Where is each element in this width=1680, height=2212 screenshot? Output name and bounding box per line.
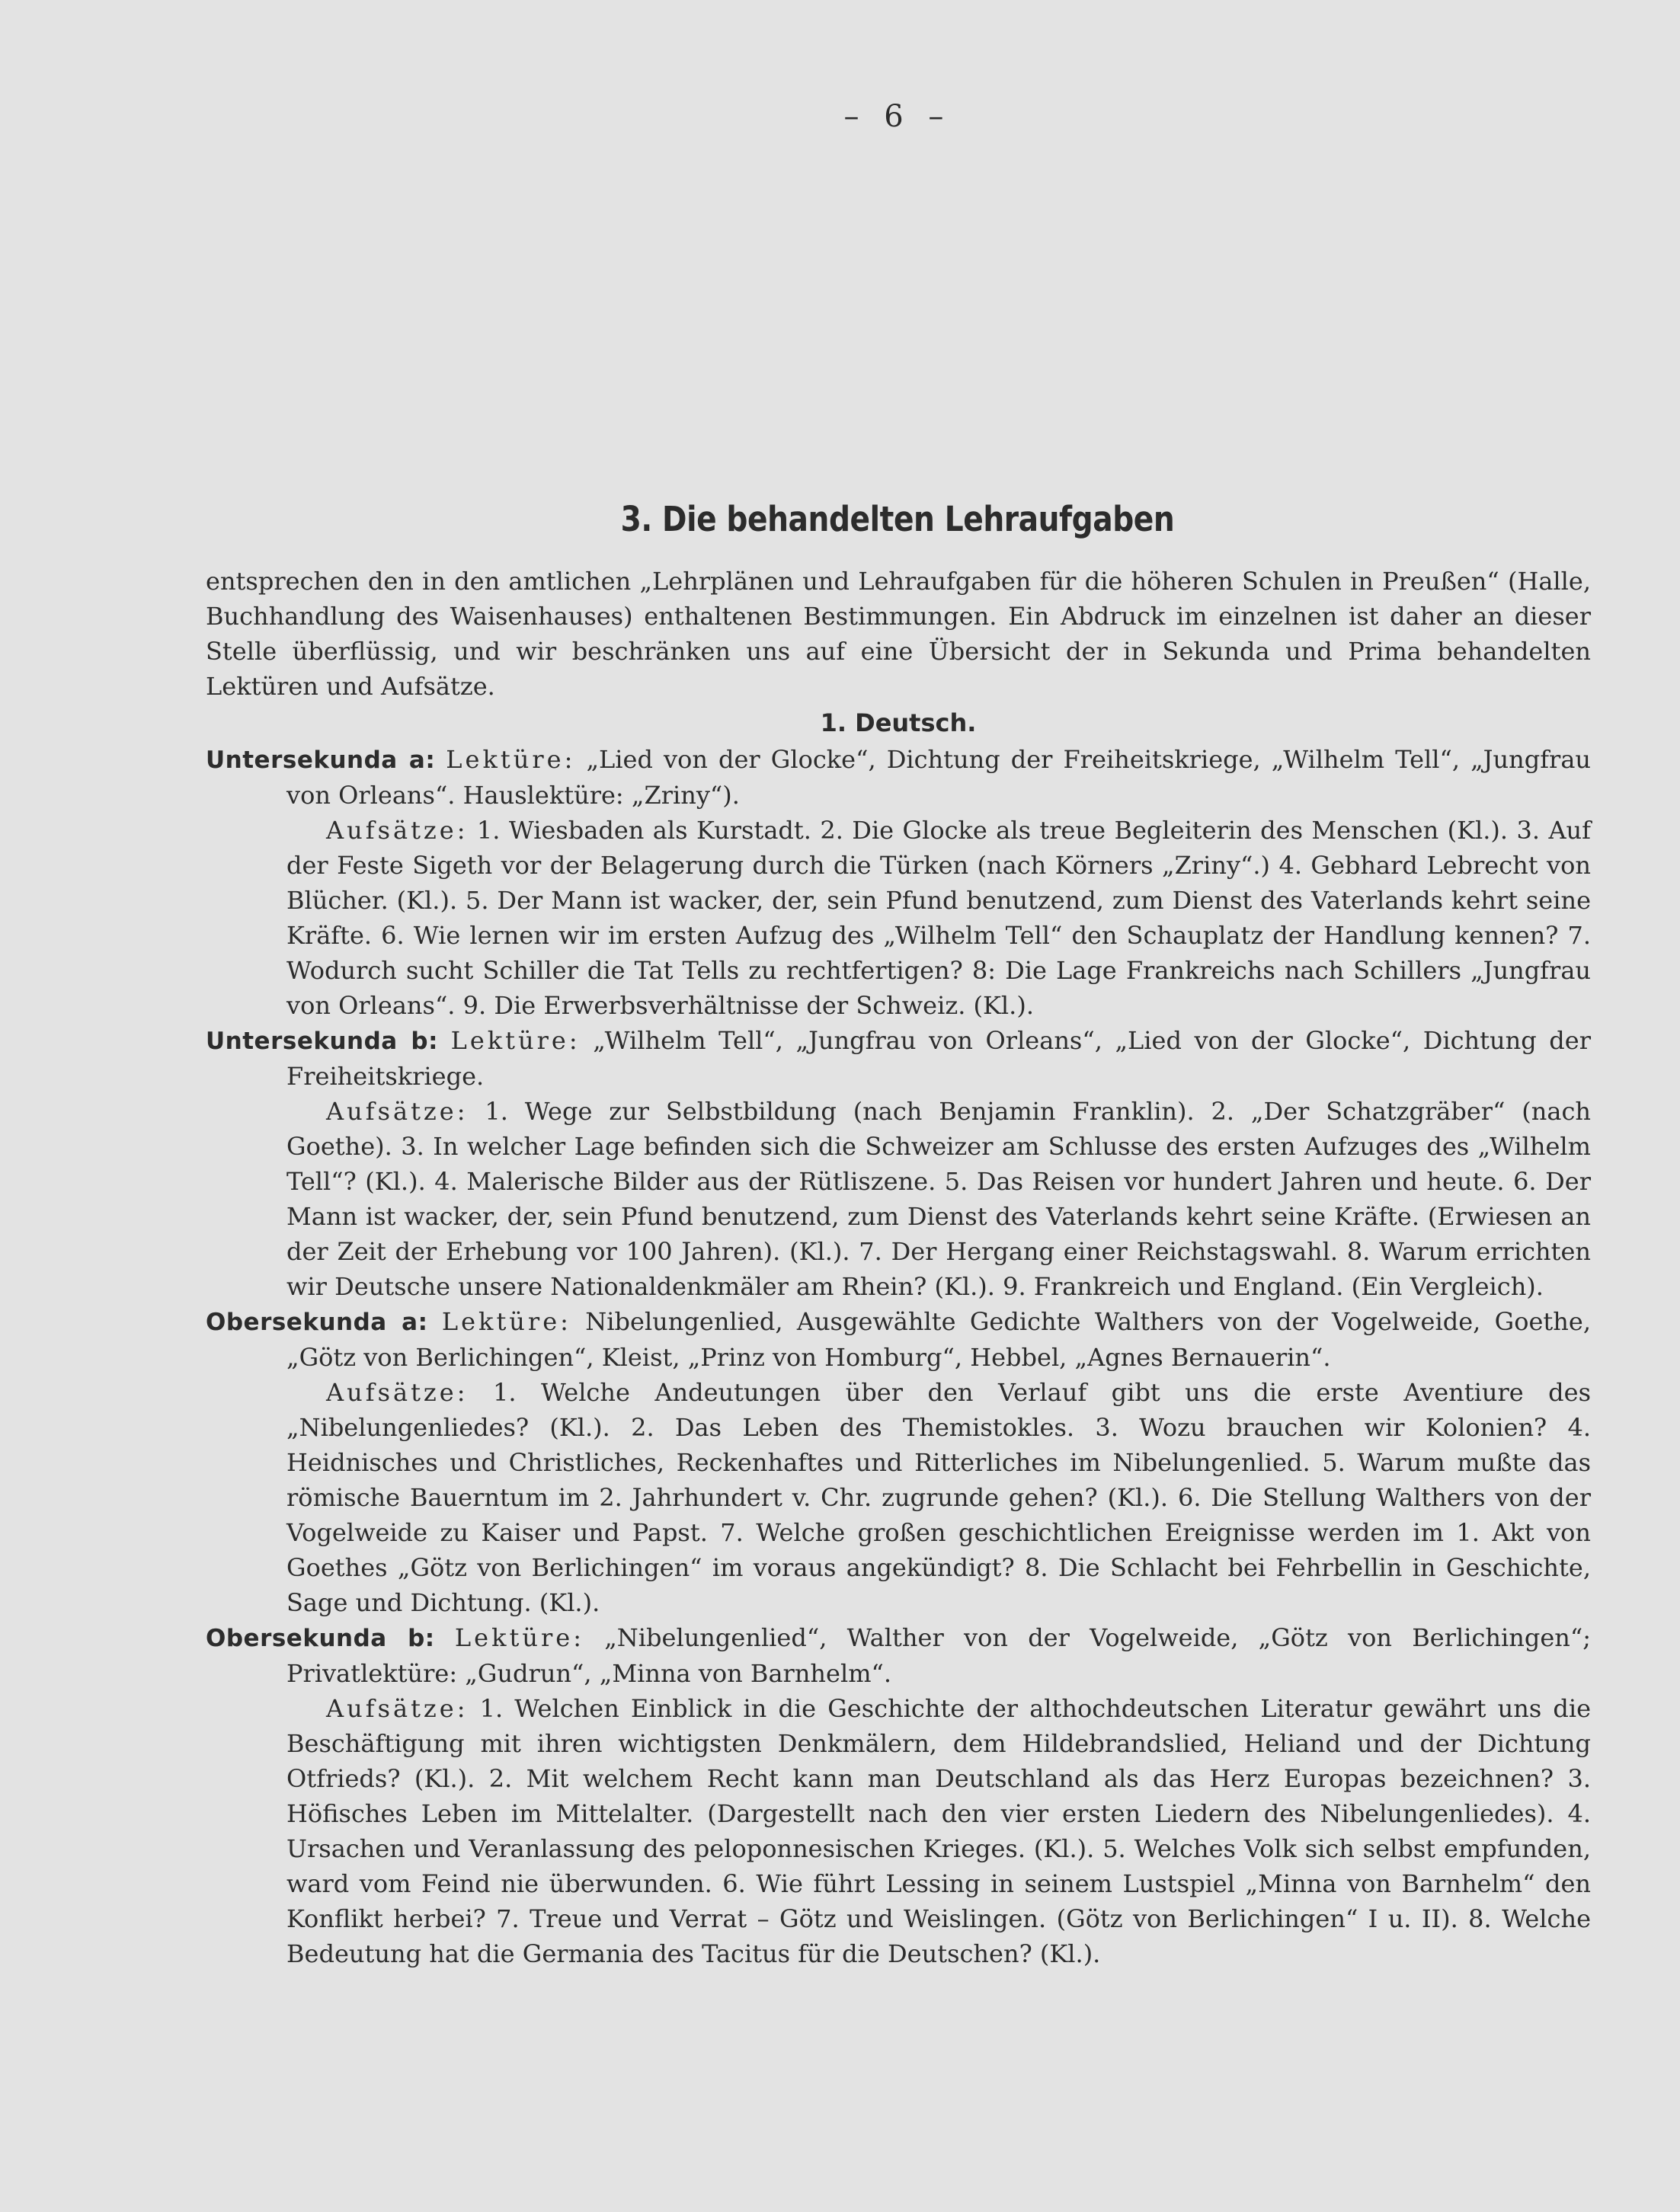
reading-text: Nibelungenlied, Ausgewählte Gedichte Walthers von der Vogelweide, Goethe, „Götz von Berlichingen“, Kleist, „Prinz von Homburg“, Hebbel, „Agnes Bernauerin“.	[286, 1307, 1592, 1372]
class-reading-line	[206, 1620, 1591, 1691]
class-block-untersekunda-b	[206, 1023, 1591, 1304]
essays-label: Aufsätze:	[326, 816, 469, 845]
class-essays-line	[206, 813, 1591, 1023]
subject-heading: 1. Deutsch.	[820, 708, 977, 737]
class-reading-line	[206, 1023, 1591, 1094]
reading-text: „Wilhelm Tell“, „Jungfrau von Orleans“, „Lied von der Glocke“, Dichtung der Freiheitskriege.	[286, 1026, 1592, 1091]
class-label: Obersekunda a:	[206, 1309, 428, 1336]
reading-label: Lektüre:	[441, 1307, 571, 1336]
reading-text: „Nibelungenlied“, Walther von der Vogelweide, „Götz von Berlichingen“; Privatlektüre: „Gudrun“, „Minna von Barnhelm“.	[286, 1623, 1591, 1688]
reading-text: „Lied von der Glocke“, Dichtung der Freiheitskriege, „Wilhelm Tell“, „Jungfrau von Orleans“. Hauslektüre: „Zriny“).	[286, 745, 1592, 810]
document-body	[206, 564, 1591, 1971]
class-block-untersekunda-a	[206, 742, 1591, 1023]
reading-label: Lektüre:	[450, 1026, 581, 1055]
class-block-obersekunda-b	[206, 1620, 1591, 1971]
essays-label: Aufsätze:	[326, 1694, 469, 1723]
essays-text: 1. Wege zur Selbstbildung (nach Benjamin Franklin). 2. „Der Schatzgräber“ (nach Goethe). 3. In welcher Lage befinden sich die Schweizer am Schlusse des ersten Aufzuges des „Wilhelm Tell“? (Kl.). 4. Malerische Bilder aus der Rütliszene. 5. Das Reisen vor hundert Jahren und heute. 6. Der Mann ist wacker, der, sein Pfund benutzend, zum Dienst des Vaterlands kehrt seine Kräfte. (Erwiesen an der Zeit der Erhebung vor 100 Jahren). (Kl.). 7. Der Hergang einer Reichstagswahl. 8. Warum errichten wir Deutsche unsere Nationaldenkmäler am Rhein? (Kl.). 9. Frankreich und England. (Ein Vergleich).	[286, 1097, 1592, 1301]
class-essays-line	[206, 1094, 1591, 1304]
reading-label: Lektüre:	[454, 1623, 584, 1652]
intro-paragraph: entsprechen den in den amtlichen „Lehrplänen und Lehraufgaben für die höheren Schulen in Preußen“ (Halle, Buchhandlung des Waisenhauses) enthaltenen Bestimmungen. Ein Abdruck im einzelnen ist daher an dieser Stelle überflüssig, und wir beschränken uns auf eine Übersicht der in Sekunda und Prima behandelten Lektüren und Aufsätze.	[206, 567, 1591, 701]
essays-text: 1. Wiesbaden als Kurstadt. 2. Die Glocke als treue Begleiterin des Menschen (Kl.). 3. Auf der Feste Sigeth vor der Belagerung durch die Türken (nach Körners „Zriny“.) 4. Gebhard Lebrecht von Blücher. (Kl.). 5. Der Mann ist wacker, der, sein Pfund benutzend, zum Dienst des Vaterlands kehrt seine Kräfte. 6. Wie lernen wir im ersten Aufzug des „Wilhelm Tell“ den Schauplatz der Handlung kennen? 7. Wodurch sucht Schiller die Tat Tells zu rechtfertigen? 8: Die Lage Frankreichs nach Schillers „Jungfrau von Orleans“. 9. Die Erwerbsverhältnisse der Schweiz. (Kl.).	[286, 816, 1592, 1020]
class-reading-line	[206, 1304, 1591, 1375]
section-title: 3. Die behandelten Lehraufgaben	[620, 499, 1175, 539]
essays-label: Aufsätze:	[326, 1097, 469, 1126]
page-number: – 6 –	[843, 99, 952, 134]
essays-text: 1. Welchen Einblick in die Geschichte der althochdeutschen Literatur gewährt uns die Beschäftigung mit ihren wichtigsten Denkmälern, dem Hildebrandslied, Heliand und der Dichtung Otfrieds? (Kl.). 2. Mit welchem Recht kann man Deutschland als das Herz Europas bezeichnen? 3. Höfisches Leben im Mittelalter. (Dargestellt nach den vier ersten Liedern des Nibelungenliedes). 4. Ursachen und Veranlassung des peloponnesischen Krieges. (Kl.). 5. Welches Volk sich selbst empfunden, ward vom Feind nie überwunden. 6. Wie führt Lessing in seinem Lustspiel „Minna von Barnhelm“ den Konflikt herbei? 7. Treue und Verrat – Götz und Weislingen. (Götz von Berlichingen“ I u. II). 8. Welche Bedeutung hat die Germania des Tacitus für die Deutschen? (Kl.).	[286, 1694, 1592, 1968]
class-reading-line	[206, 742, 1591, 813]
essays-text: 1. Welche Andeutungen über den Verlauf gibt uns die erste Aventiure des „Nibelungenliedes? (Kl.). 2. Das Leben des Themistokles. 3. Wozu brauchen wir Kolonien? 4. Heidnisches und Christliches, Reckenhaftes und Ritterliches im Nibelungenlied. 5. Warum mußte das römische Bauerntum im 2. Jahrhundert v. Chr. zugrunde gehen? (Kl.). 6. Die Stellung Walthers von der Vogelweide zu Kaiser und Papst. 7. Welche großen geschichtlichen Ereignisse werden im 1. Akt von Goethes „Götz von Berlichingen“ im voraus angekündigt? 8. Die Schlacht bei Fehrbellin in Geschichte, Sage und Dichtung. (Kl.).	[286, 1378, 1591, 1617]
class-label: Obersekunda b:	[206, 1625, 435, 1652]
class-block-obersekunda-a	[206, 1304, 1591, 1620]
essays-label: Aufsätze:	[326, 1378, 469, 1407]
class-essays-line	[206, 1691, 1591, 1971]
class-label: Untersekunda a:	[206, 746, 436, 774]
reading-label: Lektüre:	[446, 745, 576, 774]
class-essays-line	[206, 1375, 1591, 1620]
class-label: Untersekunda b:	[206, 1028, 438, 1055]
